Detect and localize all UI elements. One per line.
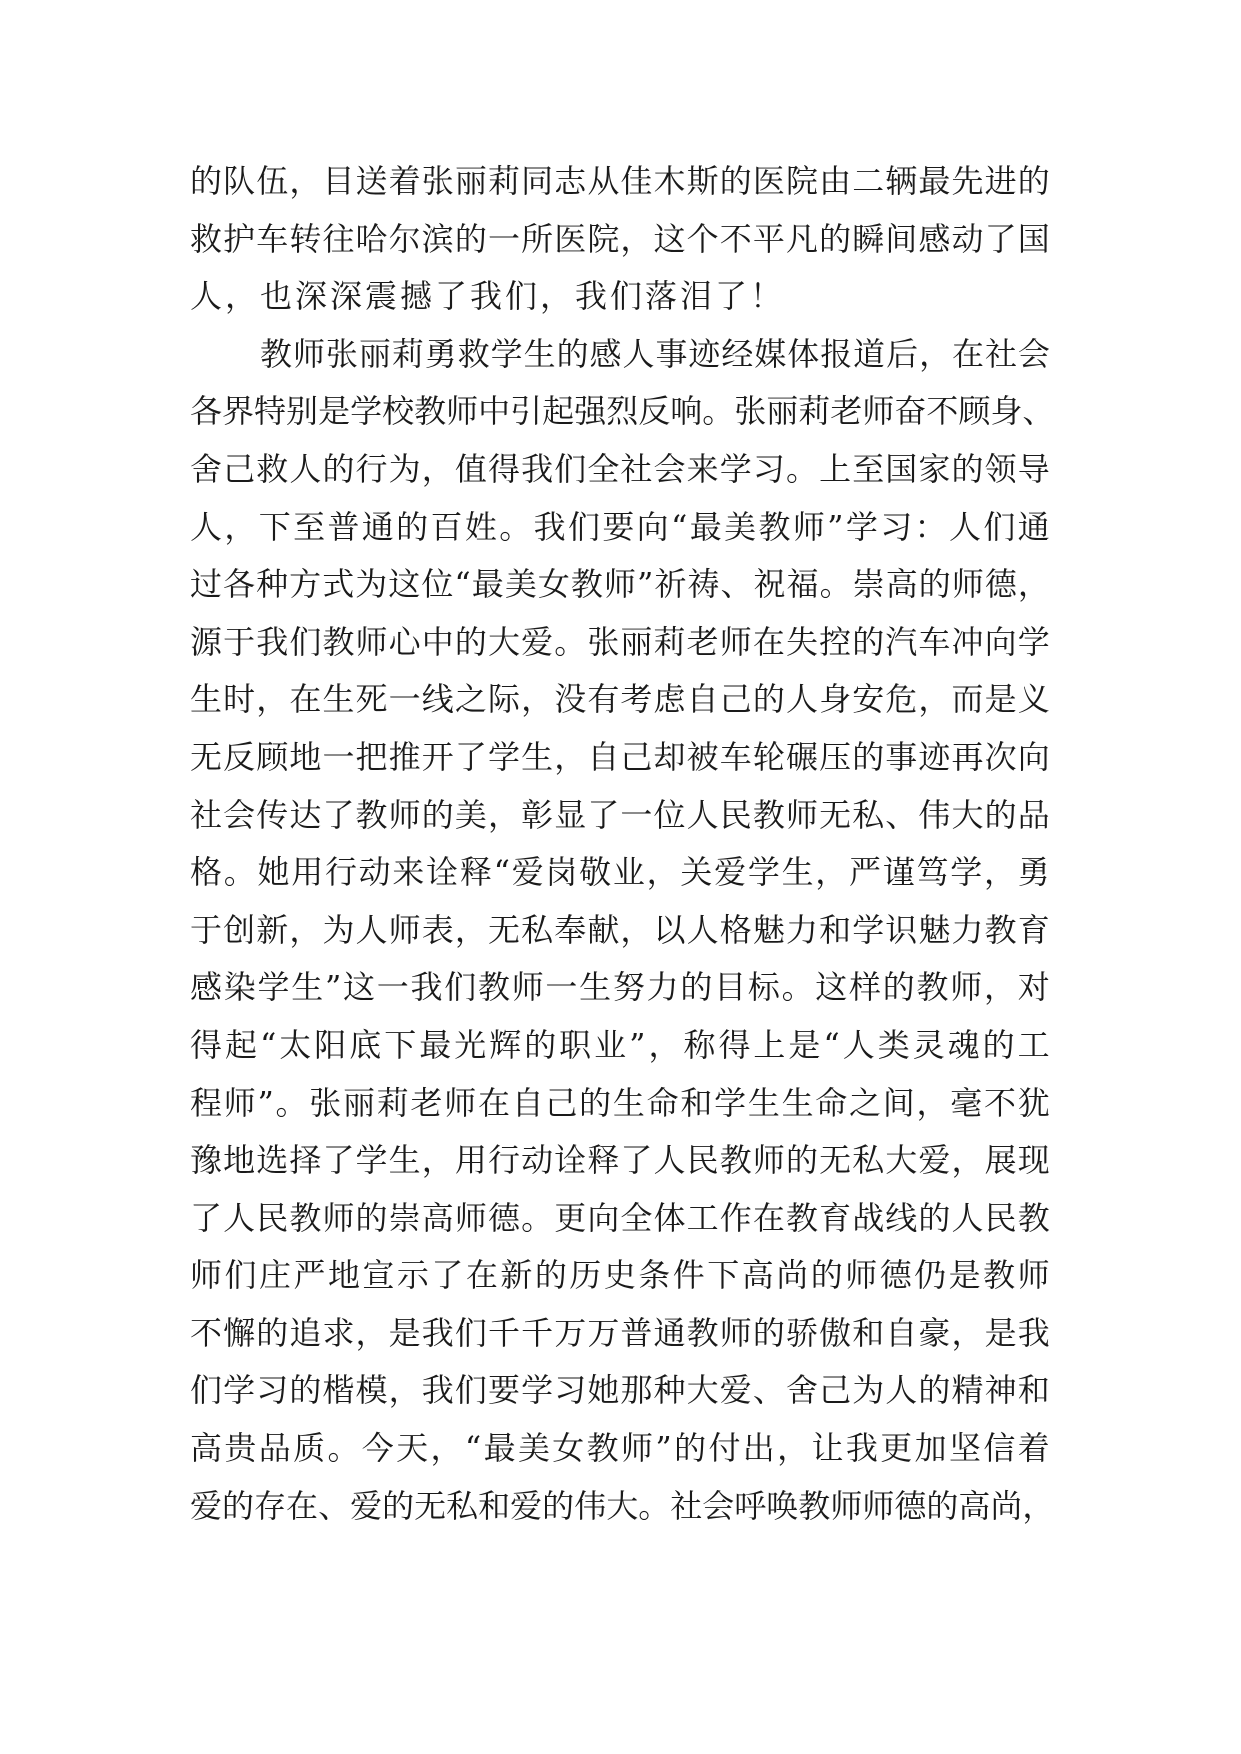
- text-line: 过 各 种 方 式 为 这 位 “ 最 美 女 教 师 ” 祈 祷 、 祝 福 。 崇 高 的 师 德 ，: [190, 565, 1050, 604]
- text-line: 程 师 ” 。 张 丽 莉 老 师 在 自 己 的 生 命 和 学 生 生 命 之 间 ， 毫 不 犹: [190, 1083, 1050, 1122]
- text-line: 爱 的 存 在 、 爱 的 无 私 和 爱 的 伟 大 。 社 会 呼 唤 教 师 师 德 的 高 尚 ，: [190, 1486, 1055, 1525]
- body-text: [190, 153, 1055, 1535]
- text-line: 人，也深深震撼了我们，我们落泪了！: [190, 277, 786, 316]
- text-line: 社 会 传 达 了 教 师 的 美 ， 彰 显 了 一 位 人 民 教 师 无 私 、 伟 大 的 品: [190, 795, 1050, 834]
- text-line: 师 们 庄 严 地 宣 示 了 在 新 的 历 史 条 件 下 高 尚 的 师 德 仍 是 教 师: [190, 1256, 1050, 1295]
- text-line: 各 界 特 别 是 学 校 教 师 中 引 起 强 烈 反 响 。 张 丽 莉 老 师 奋 不 顾 身 、: [190, 392, 1055, 431]
- text-line: 人 ， 下 至 普 通 的 百 姓 。 我 们 要 向 “ 最 美 教 师 ” 学 习 ： 人 们 通: [190, 507, 1050, 546]
- text-line: 感 染 学 生 ” 这 一 我 们 教 师 一 生 努 力 的 目 标 。 这 样 的 教 师 ， 对: [190, 968, 1050, 1007]
- text-line: 了 人 民 教 师 的 崇 高 师 德 。 更 向 全 体 工 作 在 教 育 战 线 的 人 民 教: [190, 1198, 1050, 1237]
- text-line: 生 时 ， 在 生 死 一 线 之 际 ， 没 有 考 虑 自 己 的 人 身 安 危 ， 而 是 义: [190, 680, 1050, 719]
- text-line: 们 学 习 的 楷 模 ， 我 们 要 学 习 她 那 种 大 爱 、 舍 己 为 人 的 精 神 和: [190, 1371, 1050, 1410]
- text-line: 得 起 “ 太 阳 底 下 最 光 辉 的 职 业 ” ， 称 得 上 是 “ 人 类 灵 魂 的 工: [190, 1025, 1050, 1064]
- text-line: 无 反 顾 地 一 把 推 开 了 学 生 ， 自 己 却 被 车 轮 碾 压 的 事 迹 再 次 向: [190, 737, 1050, 776]
- text-line: 高 贵 品 质 。 今 天 ， “ 最 美 女 教 师 ” 的 付 出 ， 让 我 更 加 坚 信 着: [190, 1429, 1050, 1468]
- text-line: 源 于 我 们 教 师 心 中 的 大 爱 。 张 丽 莉 老 师 在 失 控 的 汽 车 冲 向 学: [190, 622, 1050, 661]
- text-line: 的 队 伍 ， 目 送 着 张 丽 莉 同 志 从 佳 木 斯 的 医 院 由 二 辆 最 先 进 的: [190, 162, 1050, 200]
- text-line: 于 创 新 ， 为 人 师 表 ， 无 私 奉 献 ， 以 人 格 魅 力 和 学 识 魅 力 教 育: [190, 910, 1050, 949]
- text-line: 豫 地 选 择 了 学 生 ， 用 行 动 诠 释 了 人 民 教 师 的 无 私 大 爱 ， 展 现: [190, 1141, 1050, 1180]
- text-line: 教 师 张 丽 莉 勇 救 学 生 的 感 人 事 迹 经 媒 体 报 道 后 ， 在 社 会: [260, 334, 1050, 373]
- text-line: 救 护 车 转 往 哈 尔 滨 的 一 所 医 院 ， 这 个 不 平 凡 的 瞬 间 感 动 了 国: [190, 219, 1050, 258]
- text-line: 格 。 她 用 行 动 来 诠 释 “ 爱 岗 敬 业 ， 关 爱 学 生 ， 严 谨 笃 学 ， 勇: [190, 853, 1050, 892]
- text-line: 不 懈 的 追 求 ， 是 我 们 千 千 万 万 普 通 教 师 的 骄 傲 和 自 豪 ， 是 我: [190, 1313, 1050, 1352]
- text-line: 舍 己 救 人 的 行 为 ， 值 得 我 们 全 社 会 来 学 习 。 上 至 国 家 的 领 导: [190, 449, 1050, 488]
